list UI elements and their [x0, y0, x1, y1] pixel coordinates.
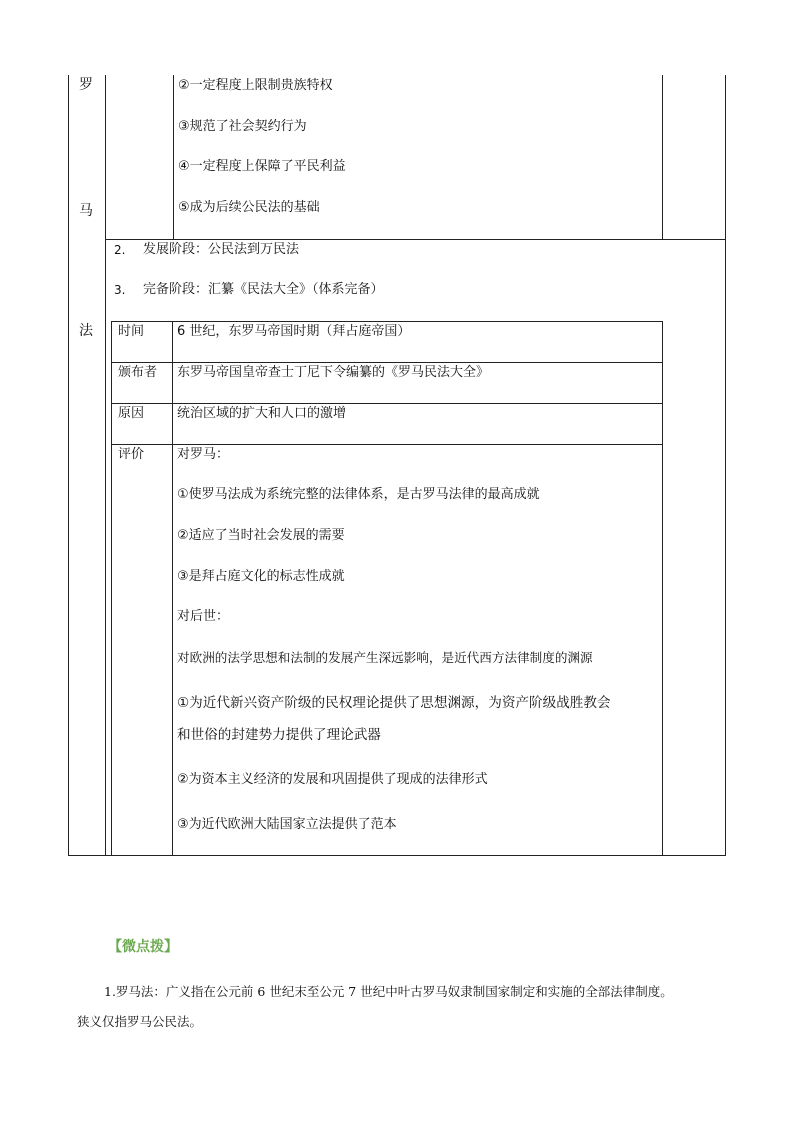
table-border [172, 321, 173, 856]
list-item: ⑤成为后续公民法的基础 [178, 200, 320, 215]
evaluation-line: ③是拜占庭文化的标志性成就 [177, 569, 345, 584]
table-border [105, 75, 106, 856]
evaluation-line: 和世俗的封建势力提供了理论武器 [177, 727, 381, 743]
evaluation-line: ①使罗马法成为系统完整的法律体系，是古罗马法律的最高成就 [177, 487, 540, 502]
left-label-char: 罗 [79, 77, 93, 93]
stage-number: 3. [114, 283, 126, 297]
row-label-evaluation: 评价 [118, 447, 145, 462]
table-border [111, 362, 662, 363]
table-border [68, 855, 726, 856]
list-item: ②一定程度上限制贵族特权 [178, 78, 333, 93]
stage-text: 发展阶段：公民法到万民法 [143, 242, 300, 257]
table-border [173, 75, 174, 240]
row-value-issuer: 东罗马帝国皇帝查士丁尼下令编纂的《罗马民法大全》 [177, 365, 490, 380]
evaluation-line: ①为近代新兴资产阶级的民权理论提供了思想渊源，为资产阶级战胜教会 [177, 695, 611, 711]
evaluation-line: 对罗马： [177, 447, 230, 462]
tip-title: 【微点拨】 [108, 939, 178, 955]
evaluation-line: ②为资本主义经济的发展和巩固提供了现成的法律形式 [177, 772, 488, 787]
table-border [111, 321, 662, 322]
tip-line: 狭义仅指罗马公民法。 [77, 1014, 203, 1029]
stage-number: 2. [114, 243, 126, 257]
evaluation-line: 对欧洲的法学思想和法制的发展产生深远影响，是近代西方法律制度的渊源 [177, 650, 593, 665]
tip-line: 1.罗马法：广义指在公元前 6 世纪末至公元 7 世纪中叶古罗马奴隶制国家制定和实施的全部法律制度。 [104, 984, 673, 999]
table-border [111, 444, 662, 445]
table-border [725, 75, 726, 856]
table-border [662, 75, 663, 240]
list-item: ③规范了社会契约行为 [178, 119, 307, 134]
stage-text: 完备阶段：汇纂《民法大全》（体系完备） [143, 282, 384, 297]
row-label-reason: 原因 [118, 406, 145, 421]
evaluation-line: ②适应了当时社会发展的需要 [177, 528, 345, 543]
evaluation-line: ③为近代欧洲大陆国家立法提供了范本 [177, 817, 397, 832]
row-label-issuer: 颁布者 [118, 365, 158, 380]
left-label-char: 马 [79, 203, 93, 219]
table-border [105, 239, 725, 240]
evaluation-line: 对后世： [177, 609, 230, 624]
row-label-time: 时间 [118, 324, 145, 339]
list-item: ④一定程度上保障了平民利益 [178, 159, 346, 174]
table-border [111, 403, 662, 404]
row-value-time: 6 世纪，东罗马帝国时期（拜占庭帝国） [177, 324, 411, 339]
table-border [662, 321, 663, 856]
row-value-reason: 统治区域的扩大和人口的激增 [177, 406, 347, 421]
left-label-char: 法 [79, 323, 93, 339]
table-border [68, 75, 69, 856]
table-border [111, 321, 112, 856]
